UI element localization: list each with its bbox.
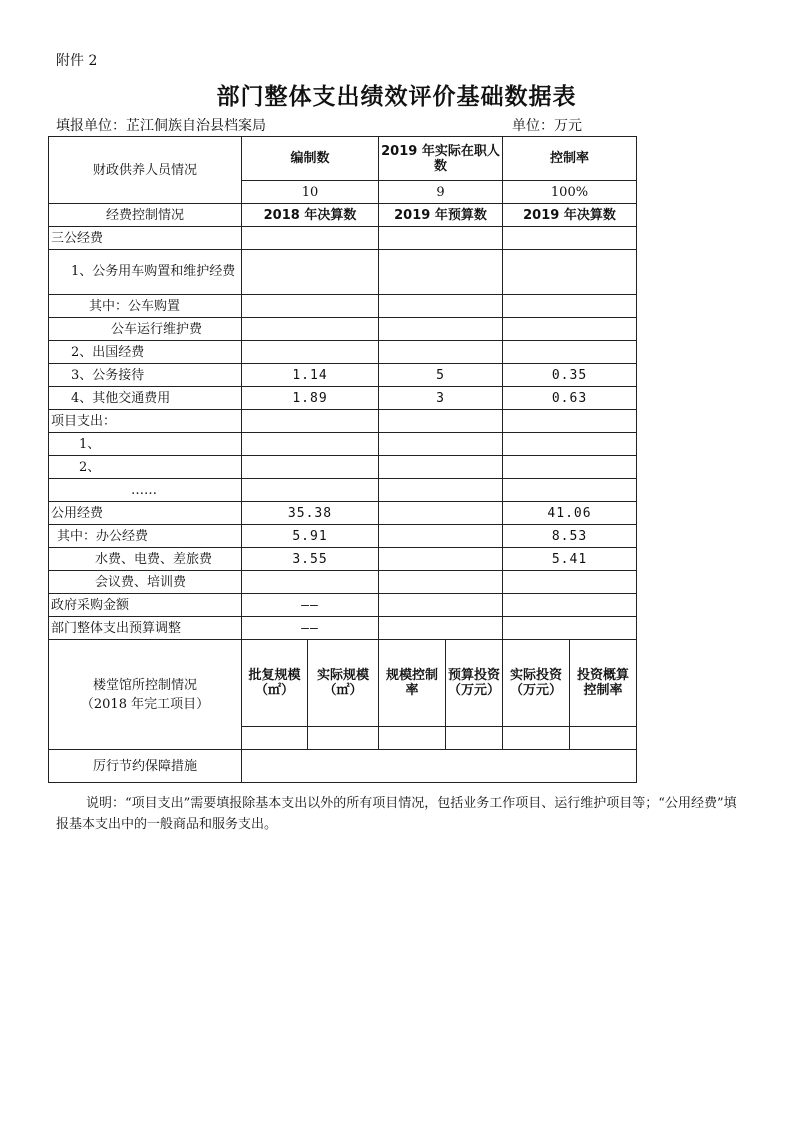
table-row: [49, 456, 637, 479]
row-value: [379, 295, 503, 318]
row-value: [503, 571, 637, 594]
row-value: [242, 433, 379, 456]
row-value: 8.53: [503, 525, 637, 548]
row-label: 1、: [49, 433, 242, 456]
table-row: [49, 295, 637, 318]
table-row: [49, 548, 637, 571]
table-row: [49, 433, 637, 456]
staff-val-rate: 100%: [503, 181, 637, 204]
building-label-line1: 楼堂馆所控制情况: [92, 677, 197, 693]
row-value: [242, 250, 379, 295]
row-value: [379, 341, 503, 364]
row-label: 政府采购金额: [49, 594, 242, 617]
row-value: [379, 433, 503, 456]
building-col-approved-scale: 批复规模（㎡）: [242, 640, 308, 727]
row-value: [503, 227, 637, 250]
table-row: [49, 617, 637, 640]
building-col-invest-rate: 投资概算控制率: [570, 640, 637, 727]
row-label: 4、其他交通费用: [49, 387, 242, 410]
row-value: [242, 456, 379, 479]
building-col-actual-scale: 实际规模（㎡）: [308, 640, 379, 727]
building-value-cell: [379, 727, 446, 750]
staff-val-quota: 10: [242, 181, 379, 204]
row-value: [379, 548, 503, 571]
row-label: 其中：公车购置: [49, 295, 242, 318]
reporting-unit: 填报单位：芷江侗族自治县档案局: [56, 118, 266, 134]
row-label: 三公经费: [49, 227, 242, 250]
row-label: 项目支出：: [49, 410, 242, 433]
row-value: 1.14: [242, 364, 379, 387]
row-value: ——: [242, 617, 379, 640]
row-value: 5: [379, 364, 503, 387]
staff-val-actual: 9: [379, 181, 503, 204]
row-value: [503, 433, 637, 456]
row-value: [503, 410, 637, 433]
row-value: [379, 525, 503, 548]
building-value-cell: [446, 727, 503, 750]
row-value: [379, 227, 503, 250]
row-value: [242, 295, 379, 318]
building-label-line2: （2018 年完工项目）: [80, 696, 210, 712]
row-label: 会议费、培训费: [49, 571, 242, 594]
row-label: 3、公务接待: [49, 364, 242, 387]
row-value: [503, 250, 637, 295]
table-row: [49, 387, 637, 410]
building-col-budget-invest: 预算投资（万元）: [446, 640, 503, 727]
row-label: 公车运行维护费: [49, 318, 242, 341]
table-row: [49, 479, 637, 502]
funding-label: 经费控制情况: [49, 204, 242, 227]
row-value: 5.91: [242, 525, 379, 548]
table-row: [49, 502, 637, 525]
table-row: [49, 410, 637, 433]
building-value-cell: [570, 727, 637, 750]
row-value: [379, 410, 503, 433]
row-label: 水费、电费、差旅费: [49, 548, 242, 571]
staff-col-rate: 控制率: [503, 137, 637, 181]
row-label: 其中：办公经费: [49, 525, 242, 548]
row-value: 3: [379, 387, 503, 410]
row-label: 部门整体支出预算调整: [49, 617, 242, 640]
building-value-cell: [242, 727, 308, 750]
row-value: [242, 410, 379, 433]
row-value: [379, 250, 503, 295]
table-row: [49, 364, 637, 387]
row-label: 公用经费: [49, 502, 242, 525]
row-value: 41.06: [503, 502, 637, 525]
row-value: [379, 571, 503, 594]
building-value-cell: [308, 727, 379, 750]
row-value: [379, 318, 503, 341]
row-value: [379, 456, 503, 479]
row-value: [503, 479, 637, 502]
attachment-label: 附件 2: [56, 53, 98, 69]
row-value: [503, 295, 637, 318]
row-value: [242, 571, 379, 594]
staff-col-actual: 2019 年实际在职人数: [379, 137, 503, 181]
table-row: [49, 318, 637, 341]
row-value: 35.38: [242, 502, 379, 525]
measures-label: 厉行节约保障措施: [49, 750, 242, 783]
row-value: [379, 594, 503, 617]
funding-col-2019-budget: 2019 年预算数: [379, 204, 503, 227]
measures-value: [242, 750, 637, 783]
row-value: [242, 227, 379, 250]
row-value: 0.63: [503, 387, 637, 410]
table-row: [49, 571, 637, 594]
row-label: ……: [49, 479, 242, 502]
row-value: 0.35: [503, 364, 637, 387]
table-row: [49, 594, 637, 617]
row-value: [379, 502, 503, 525]
table-row: [49, 341, 637, 364]
row-label: 1、公务用车购置和维护经费: [49, 250, 242, 295]
row-label: 2、: [49, 456, 242, 479]
page-title: 部门整体支出绩效评价基础数据表: [216, 84, 577, 110]
funding-col-2018-final: 2018 年决算数: [242, 204, 379, 227]
row-value: 1.89: [242, 387, 379, 410]
building-col-actual-invest: 实际投资（万元）: [503, 640, 570, 727]
row-value: [503, 594, 637, 617]
building-col-scale-rate: 规模控制率: [379, 640, 446, 727]
row-label: 2、出国经费: [49, 341, 242, 364]
row-value: [503, 617, 637, 640]
funding-col-2019-final: 2019 年决算数: [503, 204, 637, 227]
row-value: [503, 456, 637, 479]
row-value: [379, 479, 503, 502]
row-value: [503, 318, 637, 341]
data-table: [48, 136, 637, 783]
staff-col-quota: 编制数: [242, 137, 379, 181]
row-value: 3.55: [242, 548, 379, 571]
row-value: [242, 479, 379, 502]
currency-unit: 单位：万元: [512, 118, 582, 134]
row-value: ——: [242, 594, 379, 617]
footnote: 说明：“项目支出”需要填报除基本支出以外的所有项目情况，包括业务工作项目、运行维护项目等；“公用经费”填报基本支出中的一般商品和服务支出。: [56, 796, 737, 832]
row-value: [242, 318, 379, 341]
row-value: [379, 617, 503, 640]
table-row: [49, 525, 637, 548]
staff-label: 财政供养人员情况: [49, 137, 242, 204]
row-value: 5.41: [503, 548, 637, 571]
building-label: [49, 640, 242, 750]
row-value: [242, 341, 379, 364]
building-value-cell: [503, 727, 570, 750]
row-value: [503, 341, 637, 364]
table-row: [49, 227, 637, 250]
table-row: [49, 250, 637, 295]
